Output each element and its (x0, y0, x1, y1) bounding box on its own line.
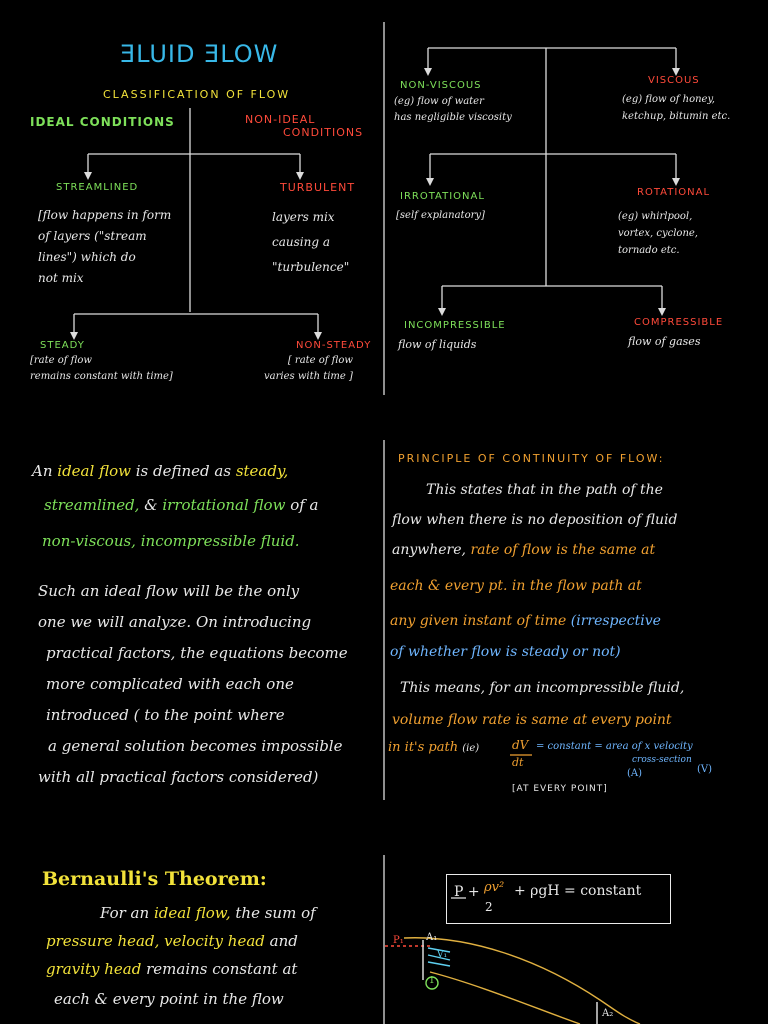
bernoulli-line3: gravity head remains constant at (46, 960, 298, 978)
continuity-heading: PRINCIPLE OF CONTINUITY OF FLOW: (398, 452, 665, 465)
bernoulli-line2: pressure head, velocity head and (46, 932, 298, 950)
compressible-description: flow of gases (628, 335, 701, 348)
page-title: ƎLUID ƎLOW (120, 40, 279, 68)
classification-heading: CLASSIFICATION OF FLOW (103, 88, 291, 101)
equation-p: P + (454, 884, 480, 900)
rotational-label: ROTATIONAL (637, 187, 711, 198)
incompressible-description: flow of liquids (398, 338, 477, 351)
continuity-line2: flow when there is no deposition of fluid (392, 512, 678, 528)
bernoulli-heading: Bernaulli's Theorem: (42, 868, 267, 890)
continuity-line9: in it's path (ie) (388, 740, 480, 755)
bernoulli-line4: each & every point in the flow (54, 990, 284, 1008)
continuity-line7: This means, for an incompressible fluid, (400, 680, 685, 696)
steady-label: STEADY (40, 340, 85, 351)
bernoulli-line1: For an ideal flow, the sum of (100, 904, 316, 922)
ideal-flow-line2: streamlined, & irrotational flow of a (44, 496, 319, 514)
area-symbol: (A) (627, 768, 643, 779)
bernoulli-equation-box (446, 874, 671, 924)
irrotational-description: [self explanatory] (396, 210, 485, 221)
continuity-line3: anywhere, rate of flow is the same at (392, 542, 656, 558)
non-viscous-label: NON-VISCOUS (400, 80, 482, 91)
continuity-line1: This states that in the path of the (426, 482, 663, 498)
dt-denominator: dt (512, 756, 524, 769)
viscous-label: VISCOUS (648, 75, 700, 86)
point-1-marker: 1 (429, 976, 435, 986)
continuity-equation: = constant = area of x velocity (536, 741, 693, 752)
irrotational-label: IRROTATIONAL (400, 191, 485, 202)
nonideal-label-line1: NON-IDEAL (245, 113, 316, 126)
non-viscous-description: (eg) flow of water has negligible viscosity (394, 96, 512, 123)
ideal-flow-line3: non-viscous, incompressible fluid. (42, 532, 300, 550)
non-steady-label: NON-STEADY (296, 340, 372, 351)
every-point-note: [AT EVERY POINT] (512, 784, 608, 794)
streamlined-label: STREAMLINED (56, 182, 139, 193)
equation-rest: + ρgH = constant (514, 883, 642, 899)
pressure-1-label: P₁ (393, 935, 404, 946)
compressible-label: COMPRESSIBLE (634, 317, 724, 328)
steady-description: [rate of flow remains constant with time] (30, 355, 173, 382)
continuity-line4: each & every pt. in the flow path at (390, 578, 642, 594)
area-2-label: A₂ (602, 1008, 614, 1019)
viscous-description: (eg) flow of honey, ketchup, bitumin etc. (622, 94, 731, 122)
streamlined-description: [flow happens in form of layers ("stream lines") which do not mix (38, 208, 172, 285)
nonideal-label-line2: CONDITIONS (283, 126, 364, 139)
dv-numerator: dV (512, 738, 529, 752)
turbulent-description: layers mix causing a "turbulence" (272, 210, 350, 274)
rotational-description: (eg) whirlpool, vortex, cyclone, tornado etc. (618, 211, 698, 256)
ideal-conditions-label: IDEAL CONDITIONS (30, 115, 175, 129)
equation-denominator: 2 (485, 900, 493, 914)
area-1-label: A₁ (426, 932, 438, 943)
velocity-1-label: V₁ (437, 950, 448, 960)
cross-section-label: cross-section (632, 755, 692, 765)
continuity-line8: volume flow rate is same at every point (392, 712, 672, 728)
continuity-line5: any given instant of time (irrespective (390, 613, 661, 629)
ideal-flow-line1: An ideal flow is defined as steady, (32, 462, 289, 480)
equation-rho-v2: ρv² (484, 880, 505, 895)
continuity-line6: of whether flow is steady or not) (390, 644, 621, 660)
incompressible-label: INCOMPRESSIBLE (404, 320, 506, 331)
non-steady-description: [ rate of flow varies with time ] (264, 355, 353, 382)
velocity-symbol: (V) (697, 764, 713, 775)
analysis-paragraph: Such an ideal flow will be the only one we will analyze. On introducing practical factors, the equations become more complicated with each one introduced ( to the point where a general solution becomes impossible with all practical factors considered) (38, 582, 348, 786)
turbulent-label: TURBULENT (280, 181, 356, 194)
